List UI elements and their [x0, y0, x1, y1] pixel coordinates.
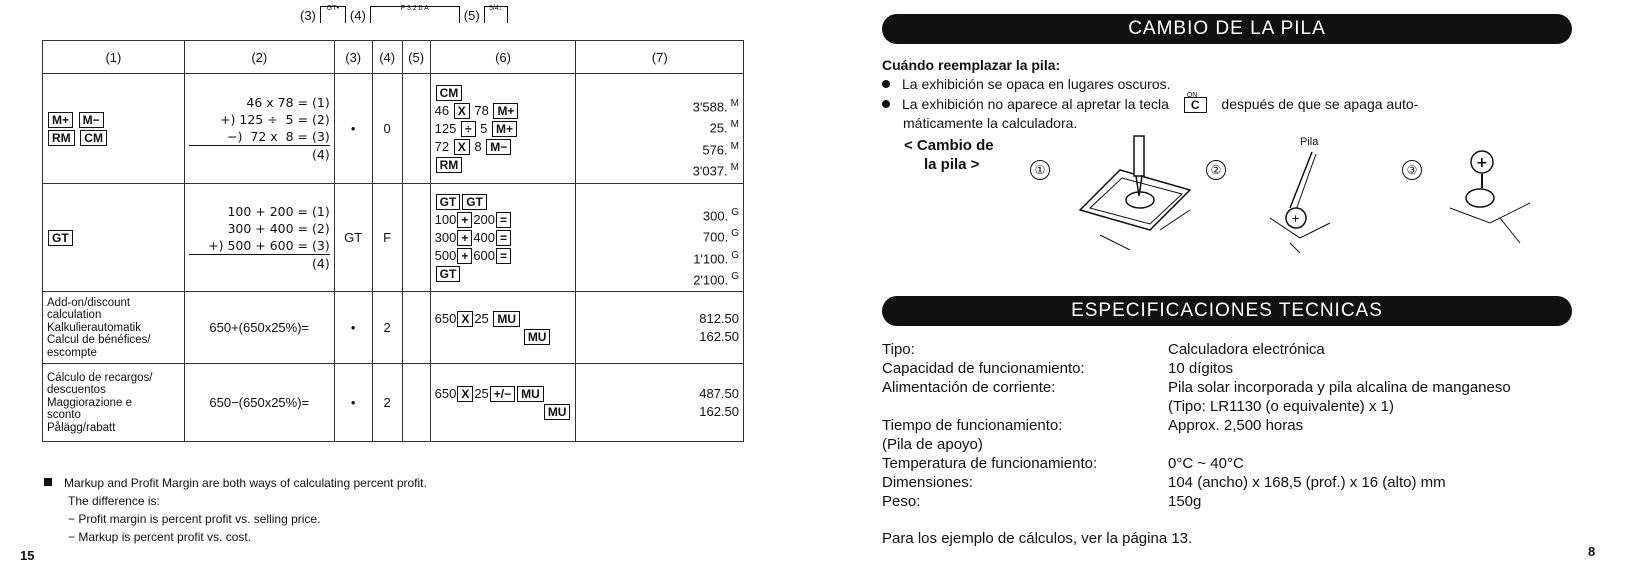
- header-cell: (1): [43, 41, 185, 74]
- gt-key: GT: [48, 230, 73, 246]
- spec-label: Capacidad de funcionamiento:: [882, 360, 1085, 377]
- setting-4-cell: 2: [372, 364, 402, 442]
- step-1-number: ①: [1030, 160, 1050, 180]
- footer-reference: Para los ejemplo de cálculos, ver la página 13.: [882, 530, 1193, 547]
- switch-5-label: (5): [463, 8, 480, 23]
- description-cell: Cálculo de recargos/ descuentos Maggiorazione e sconto Pålägg/rabatt: [43, 364, 185, 442]
- header-cell: (2): [184, 41, 334, 74]
- setting-5-cell: [402, 184, 430, 292]
- spec-values: [1168, 340, 1511, 511]
- setting-5-cell: [402, 292, 430, 364]
- setting-3-cell: •: [334, 292, 372, 364]
- calc-cell: 650−(650x25%)=: [184, 364, 334, 442]
- switch-3-label: (3): [300, 8, 316, 23]
- operation-cell: GT GT 100 + 200 = 300 + 400 = 500 + 600 = GT: [430, 184, 576, 292]
- setting-4-cell: F: [372, 184, 402, 292]
- gt-key-cell: [43, 184, 185, 292]
- switch-5-box: 5/4↓: [484, 6, 508, 23]
- table-header-row: [43, 41, 744, 74]
- page-number-right: 8: [1588, 544, 1596, 559]
- table-row: [43, 364, 744, 442]
- spec-value: 0°C ~ 40°C: [1168, 455, 1244, 472]
- spec-label: Temperatura de funcionamiento:: [882, 455, 1098, 472]
- switch-4-label: (4): [349, 8, 366, 23]
- step-3-number: ③: [1402, 160, 1422, 180]
- setting-4-cell: 2: [372, 292, 402, 364]
- markup-notes: [44, 474, 427, 546]
- bullet-dot-icon: [882, 80, 890, 88]
- setting-5-cell: [402, 364, 430, 442]
- step-2-illustration-icon: [1260, 148, 1350, 258]
- step-1-illustration-icon: [1070, 130, 1210, 250]
- header-cell: (7): [576, 41, 744, 74]
- switch-3-box: GT•: [320, 6, 346, 23]
- note-line: Markup and Profit Margin are both ways of calculating percent profit.: [64, 476, 427, 490]
- calc-cell: 46 x 78 = (1) +) 125 ÷ 5 = (2) −) 72 x 8 = (3) (4): [184, 74, 334, 184]
- spec-value: Approx. 2,500 horas: [1168, 417, 1304, 434]
- description-cell: Add-on/discount calculation Kalkulierautomatik Calcul de bénéfices/ escompte: [43, 292, 185, 364]
- header-cell: (5): [402, 41, 430, 74]
- svg-text:+: +: [1476, 155, 1488, 171]
- setting-4-cell: 0: [372, 74, 402, 184]
- page-number-left: 15: [20, 548, 35, 563]
- step-3-illustration-icon: [1440, 148, 1540, 248]
- spec-value: (Tipo: LR1130 (o equivalente) x 1): [1168, 398, 1394, 415]
- svg-text:+: +: [1291, 212, 1301, 225]
- bullet-2-continuation: máticamente la calculadora.: [903, 115, 1078, 131]
- spec-label: (Pila de apoyo): [882, 436, 983, 453]
- operation-cell: CM 46 X 78 M+ 125 ÷ 5 M+ 72 X 8 M− RM: [430, 74, 576, 184]
- spec-value: 10 dígitos: [1168, 360, 1234, 377]
- bullet-dot-icon: [882, 100, 890, 108]
- calc-cell: 100 + 200 = (1) 300 + 400 = (2) +) 500 + 600 = (3) (4): [184, 184, 334, 292]
- setting-5-cell: [402, 74, 430, 184]
- on-c-key: ON C: [1183, 95, 1208, 114]
- note-line: − Profit margin is percent profit vs. selling price.: [68, 512, 321, 526]
- when-title: Cuándo reemplazar la pila:: [882, 57, 1061, 73]
- table-row: [43, 292, 744, 364]
- note-line: The difference is:: [68, 494, 160, 508]
- result-cell: 300. $^G$ 700. $^G$ 1'100. $^G$ 2'100. $^G$: [576, 184, 744, 292]
- table-row: [43, 184, 744, 292]
- spec-label: Tipo:: [882, 341, 915, 358]
- result-cell: 3'588. $^M$ 25. $^M$ 576. $^M$ 3'037. $^M$: [576, 74, 744, 184]
- spec-value: 104 (ancho) x 168,5 (prof.) x 16 (alto) mm: [1168, 474, 1446, 491]
- calculation-table: [42, 40, 744, 442]
- spec-value: 150g: [1168, 493, 1202, 510]
- rm-key: RM: [48, 130, 75, 146]
- operation-cell: 650 X 25 +/− MU MU: [430, 364, 576, 442]
- table-row: [43, 74, 744, 184]
- cm-key: CM: [80, 130, 107, 146]
- change-label: < Cambio de la pila >: [904, 137, 994, 173]
- operation-cell: 650 X 25 MU MU: [430, 292, 576, 364]
- spec-label: Dimensiones:: [882, 474, 973, 491]
- result-cell: 487.50 162.50: [576, 364, 744, 442]
- step-2-number: ②: [1206, 160, 1226, 180]
- calc-cell: 650+(650x25%)=: [184, 292, 334, 364]
- header-cell: (3): [334, 41, 372, 74]
- pila-label: Pila: [1300, 136, 1319, 148]
- spec-value: Calculadora electrónica: [1168, 341, 1325, 358]
- spec-label: Tiempo de funcionamiento:: [882, 417, 1063, 434]
- m-plus-key: M+: [48, 112, 73, 128]
- m-minus-key: M−: [79, 112, 104, 128]
- spec-value: Pila solar incorporada y pila alcalina de manganeso: [1168, 379, 1511, 396]
- setting-3-cell: •: [334, 74, 372, 184]
- spec-labels: [882, 340, 1097, 511]
- specs-banner: ESPECIFICACIONES TECNICAS: [882, 296, 1572, 326]
- header-cell: (4): [372, 41, 402, 74]
- note-line: − Markup is percent profit vs. cost.: [68, 530, 252, 544]
- spec-label: Alimentación de corriente:: [882, 379, 1056, 396]
- setting-3-cell: •: [334, 364, 372, 442]
- switch-4-box: F 3 2 0 A: [370, 6, 460, 23]
- bullet-1: La exhibición se opaca en lugares oscuros.: [882, 75, 1171, 93]
- header-cell: (6): [430, 41, 576, 74]
- bullet-2: La exhibición no aparece al apretar la tecla ON C después de que se apaga auto-: [882, 95, 1582, 114]
- memory-keys-cell: [43, 74, 185, 184]
- setting-3-cell: GT: [334, 184, 372, 292]
- battery-banner: CAMBIO DE LA PILA: [882, 14, 1572, 44]
- spec-label: Peso:: [882, 493, 921, 510]
- result-cell: 812.50 162.50: [576, 292, 744, 364]
- switch-settings: [300, 6, 508, 23]
- bullet-square-icon: [44, 478, 52, 486]
